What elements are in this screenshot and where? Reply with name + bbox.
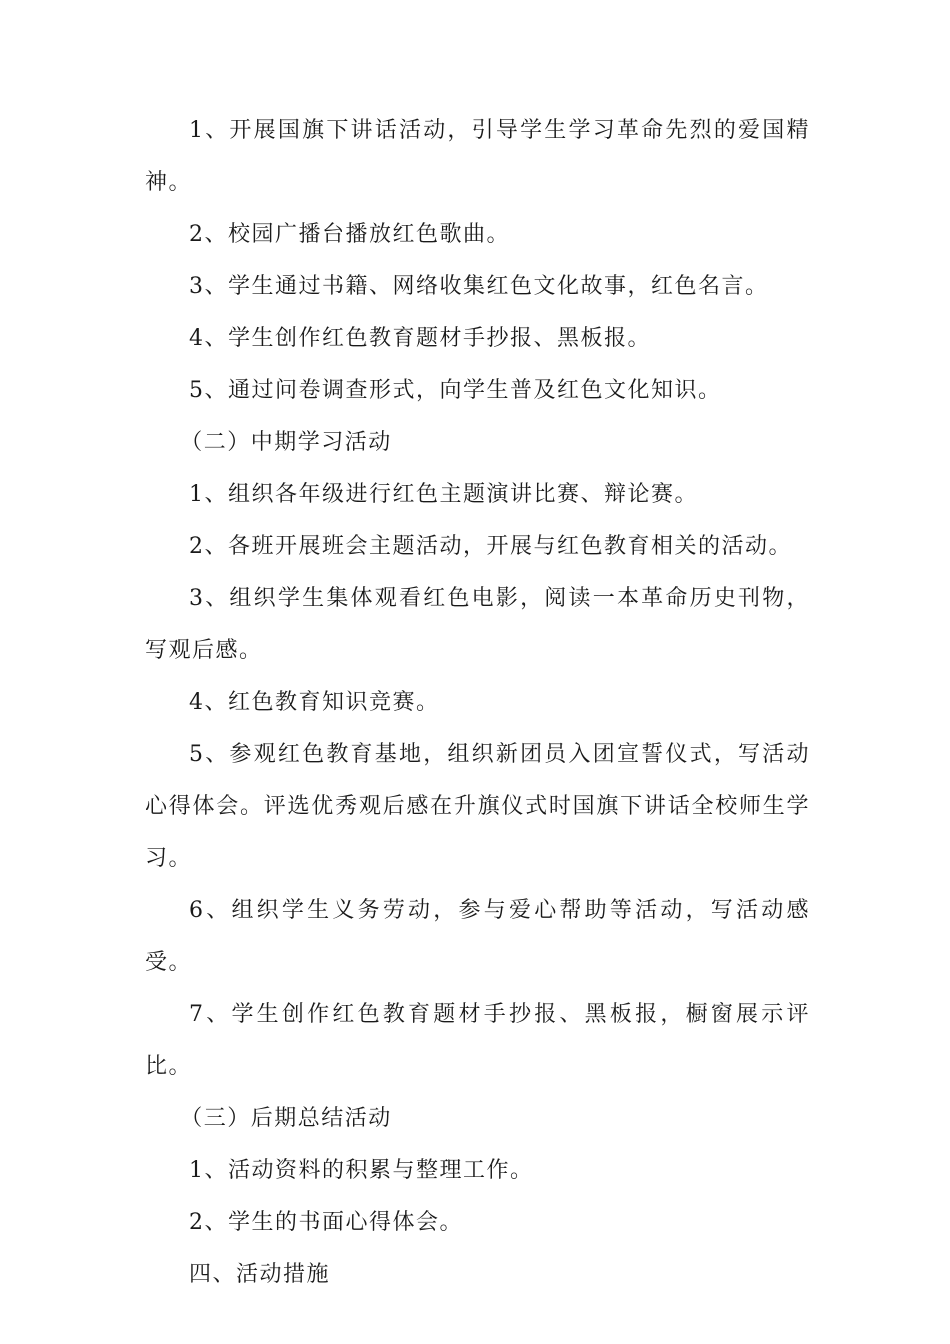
paragraph-early-2: 2、校园广播台播放红色歌曲。 [189, 222, 510, 247]
document-body [145, 105, 810, 1301]
paragraph-early-1: 1、开展国旗下讲话活动，引导学生学习革命先烈的爱国精神。 [145, 118, 810, 195]
paragraph-mid-2: 2、各班开展班会主题活动，开展与红色教育相关的活动。 [189, 534, 792, 559]
paragraph-mid-4: 4、红色教育知识竞赛。 [189, 690, 440, 715]
paragraph-early-5: 5、通过问卷调查形式，向学生普及红色文化知识。 [189, 378, 722, 403]
paragraph-mid-7: 7、学生创作红色教育题材手抄报、黑板报，橱窗展示评比。 [145, 1002, 810, 1079]
section-heading-late-term: （三）后期总结活动 [180, 1106, 392, 1131]
paragraph-mid-1: 1、组织各年级进行红色主题演讲比赛、辩论赛。 [189, 482, 698, 507]
section-heading-mid-term: （二）中期学习活动 [180, 430, 392, 455]
section-heading-measures: 四、活动措施 [189, 1262, 331, 1287]
paragraph-mid-5: 5、参观红色教育基地，组织新团员入团宣誓仪式，写活动心得体会。评选优秀观后感在升旗仪式时国旗下讲话全校师生学习。 [145, 742, 810, 871]
paragraph-mid-6: 6、组织学生义务劳动，参与爱心帮助等活动，写活动感受。 [145, 898, 810, 975]
paragraph-early-4: 4、学生创作红色教育题材手抄报、黑板报。 [189, 326, 651, 351]
paragraph-late-1: 1、活动资料的积累与整理工作。 [189, 1158, 534, 1183]
paragraph-early-3: 3、学生通过书籍、网络收集红色文化故事，红色名言。 [189, 274, 769, 299]
paragraph-mid-3: 3、组织学生集体观看红色电影，阅读一本革命历史刊物，写观后感。 [145, 586, 810, 663]
paragraph-late-2: 2、学生的书面心得体会。 [189, 1210, 463, 1235]
